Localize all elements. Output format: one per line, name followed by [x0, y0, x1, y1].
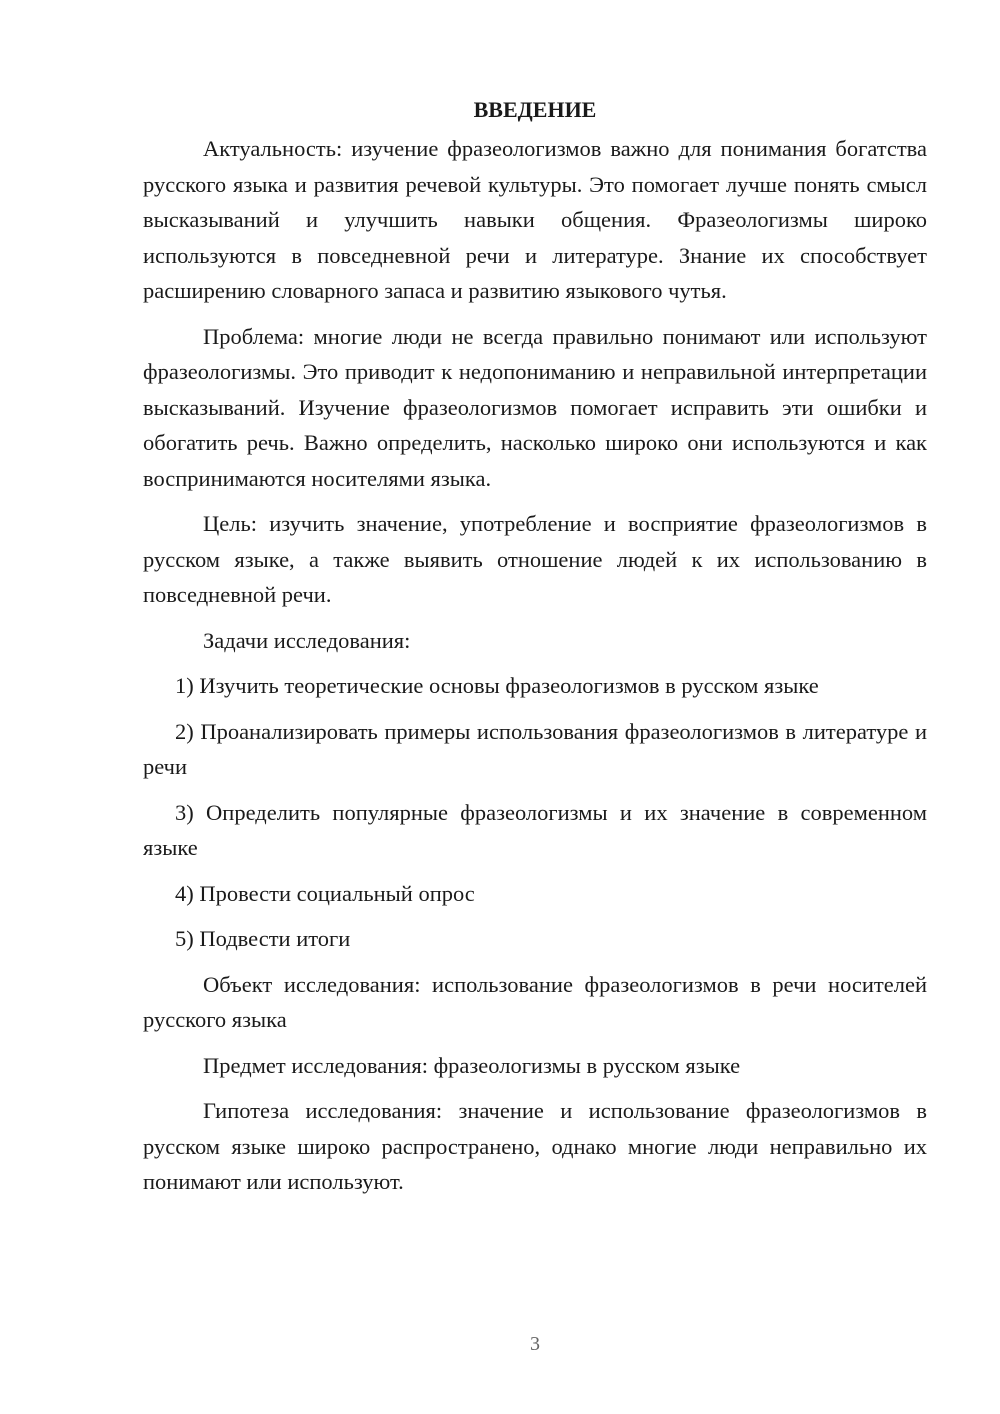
task-item: 4) Провести социальный опрос [175, 880, 475, 906]
task-item: 3) Определить популярные фразеологизмы и их значение в современном языке [143, 799, 927, 860]
task-item: 2) Проанализировать примеры использования фразеологизмов в литературе и речи [143, 718, 927, 779]
paragraph-subject: Предмет исследования: фразеологизмы в русском языке [203, 1052, 741, 1078]
document-page [143, 92, 927, 1210]
page-number: 3 [530, 1333, 540, 1355]
paragraph-relevance: Актуальность: изучение фразеологизмов важно для понимания богатства русского языка и развития речевой культуры. Это помогает лучше понять смысл высказываний и улучшить навыки общения. Фразеологизмы широко используются в повседневной речи и литературе. Знание их способствует расширению словарного запаса и развитию языкового чутья. [143, 136, 927, 303]
paragraph-problem: Проблема: многие люди не всегда правильно понимают или используют фразеологизмы. Это приводит к недопониманию и неправильной интерпретации высказываний. Изучение фразеологизмов помогает исправить эти ошибки и обогатить речь. Важно определить, насколько широко они используются и как воспринимаются носителями языка. [143, 323, 927, 491]
task-item: 5) Подвести итоги [175, 926, 351, 951]
tasks-heading: Задачи исследования: [203, 627, 411, 653]
page-title: ВВЕДЕНИЕ [473, 97, 597, 122]
task-item: 1) Изучить теоретические основы фразеологизмов в русском языке [175, 673, 819, 698]
paragraph-hypothesis: Гипотеза исследования: значение и использование фразеологизмов в русском языке широко распространено, однако многие люди неправильно их понимают или используют. [143, 1098, 927, 1194]
paragraph-object: Объект исследования: использование фразеологизмов в речи носителей русского языка [143, 971, 927, 1032]
paragraph-goal: Цель: изучить значение, употребление и восприятие фразеологизмов в русском языке, а также выявить отношение людей к их использованию в повседневной речи. [143, 511, 927, 607]
